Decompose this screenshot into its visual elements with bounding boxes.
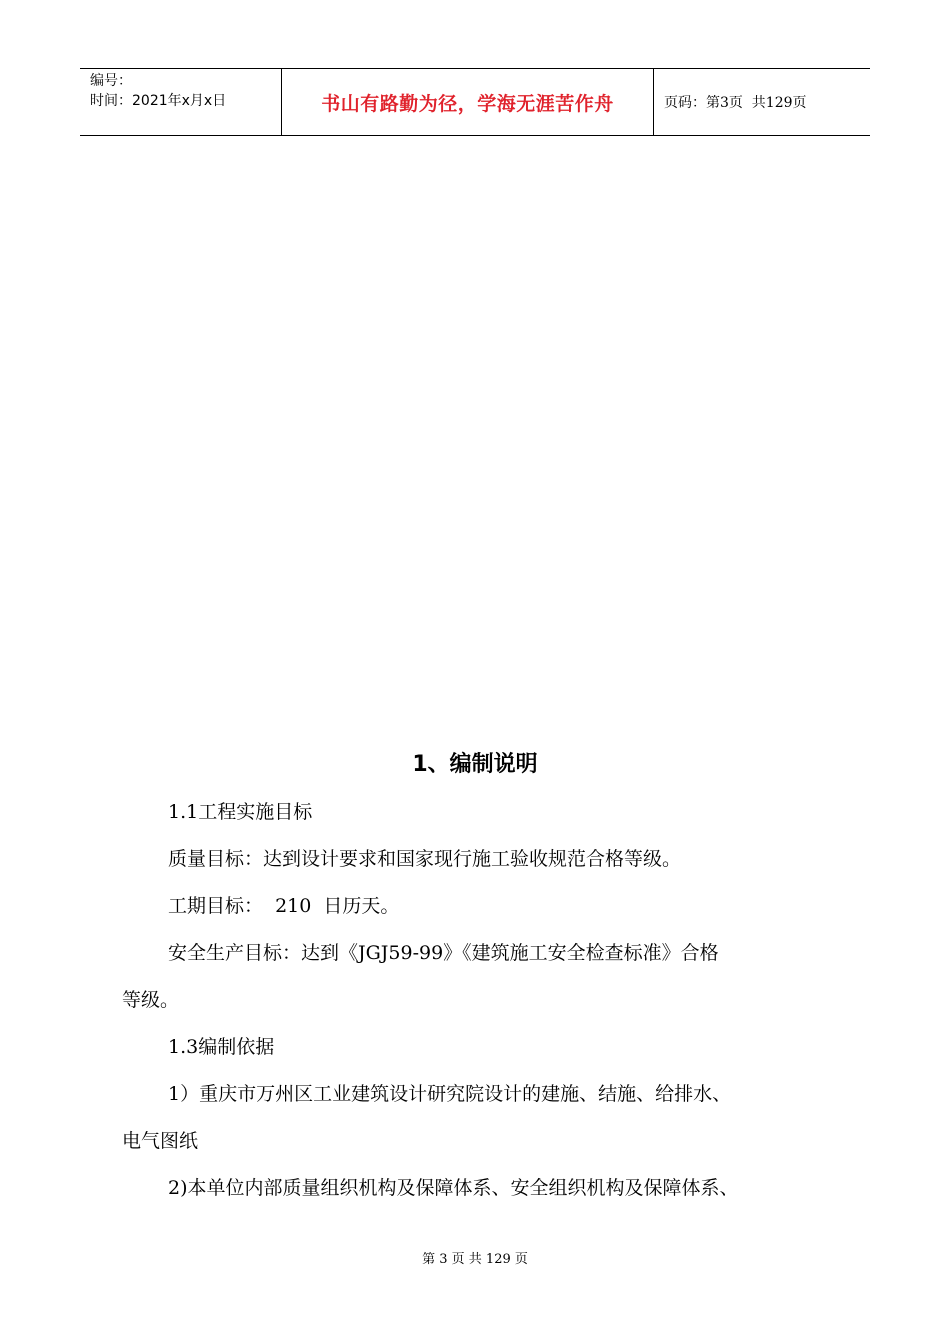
basis-item-continued: 电气图纸 <box>122 1130 199 1152</box>
safety-goal: 安全生产目标：达到《JGJ59-99》《建筑施工安全检查标准》合格 <box>168 942 719 964</box>
subsection-heading: 1.3编制依据 <box>168 1036 275 1058</box>
header-motto: 书山有路勤为径，学海无涯苦作舟 <box>321 92 614 115</box>
safety-goal-continued: 等级。 <box>122 989 180 1011</box>
page-footer: 第 3 页 共 129 页 <box>422 1252 528 1267</box>
document-time-label: 时间：2021年x月x日 <box>90 93 227 109</box>
subsection-heading: 1.1工程实施目标 <box>168 801 313 823</box>
header-motto-cell <box>282 69 654 135</box>
basis-item: 1）重庆市万州区工业建筑设计研究院设计的建施、结施、给排水、 <box>168 1083 732 1105</box>
basis-item: 2)本单位内部质量组织机构及保障体系、安全组织机构及保障体系、 <box>168 1177 739 1199</box>
schedule-goal: 工期目标： 210 日历天。 <box>168 895 400 917</box>
header-meta <box>80 69 282 135</box>
header-page-info: 页码：第3页 共129页 <box>664 95 807 111</box>
quality-goal: 质量目标：达到设计要求和国家现行施工验收规范合格等级。 <box>168 848 682 870</box>
section-title: 1、编制说明 <box>412 752 538 777</box>
document-number-label: 编号： <box>90 73 132 89</box>
page-header <box>80 68 870 136</box>
